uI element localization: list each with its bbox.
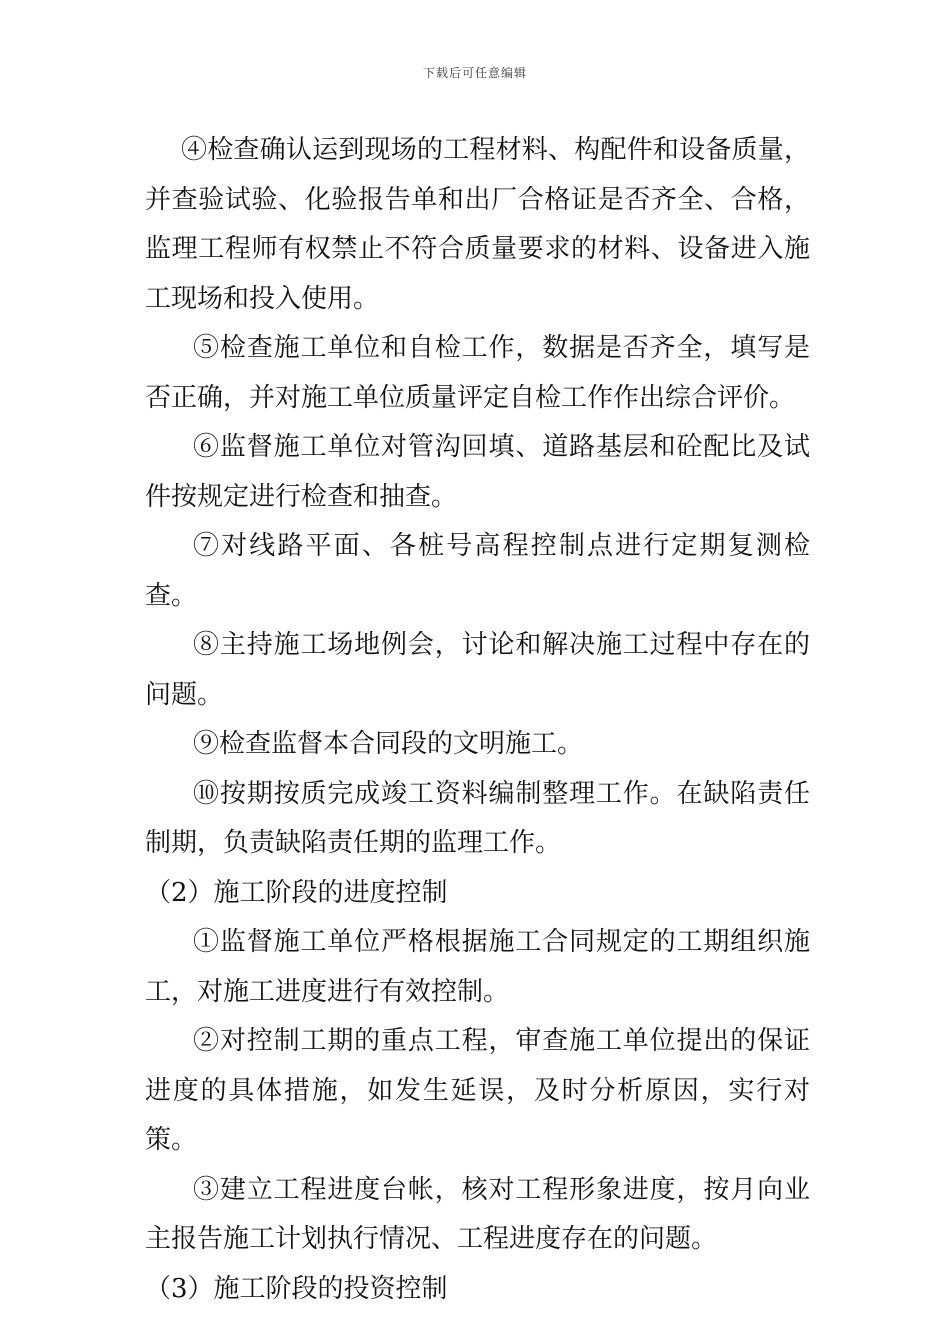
document-body	[145, 126, 810, 1314]
paragraph-item-3: ③建立工程进度台帐，核对工程形象进度，按月向业主报告施工计划执行情况、工程进度存在的问题。	[145, 1174, 810, 1254]
section-heading-investment-control: （3）施工阶段的投资控制	[145, 1273, 448, 1304]
paragraph-item-7: ⑦对线路平面、各桩号高程控制点进行定期复测检查。	[145, 531, 810, 611]
paragraph-item-2: ②对控制工期的重点工程，审查施工单位提出的保证进度的具体措施，如发生延误，及时分析原因，实行对策。	[145, 1026, 810, 1155]
paragraph-item-4: ④检查确认运到现场的工程材料、构配件和设备质量，并查验试验、化验报告单和出厂合格证是否齐全、合格，监理工程师有权禁止不符合质量要求的材料、设备进入施工现场和投入使用。	[145, 135, 810, 314]
paragraph-item-1: ①监督施工单位严格根据施工合同规定的工期组织施工，对施工进度进行有效控制。	[145, 927, 810, 1007]
paragraph-item-10: ⑩按期按质完成竣工资料编制整理工作。在缺陷责任制期，负责缺陷责任期的监理工作。	[145, 778, 810, 858]
paragraph-item-5: ⑤检查施工单位和自检工作，数据是否齐全，填写是否正确，并对施工单位质量评定自检工作作出综合评价。	[145, 333, 810, 413]
page-header: 下载后可任意编辑	[422, 66, 527, 80]
section-heading-progress-control: （2）施工阶段的进度控制	[145, 877, 448, 908]
paragraph-item-9: ⑨检查监督本合同段的文明施工。	[193, 729, 584, 759]
paragraph-item-8: ⑧主持施工场地例会，讨论和解决施工过程中存在的问题。	[145, 630, 810, 710]
paragraph-item-6: ⑥监督施工单位对管沟回填、道路基层和砼配比及试件按规定进行检查和抽查。	[145, 432, 810, 512]
